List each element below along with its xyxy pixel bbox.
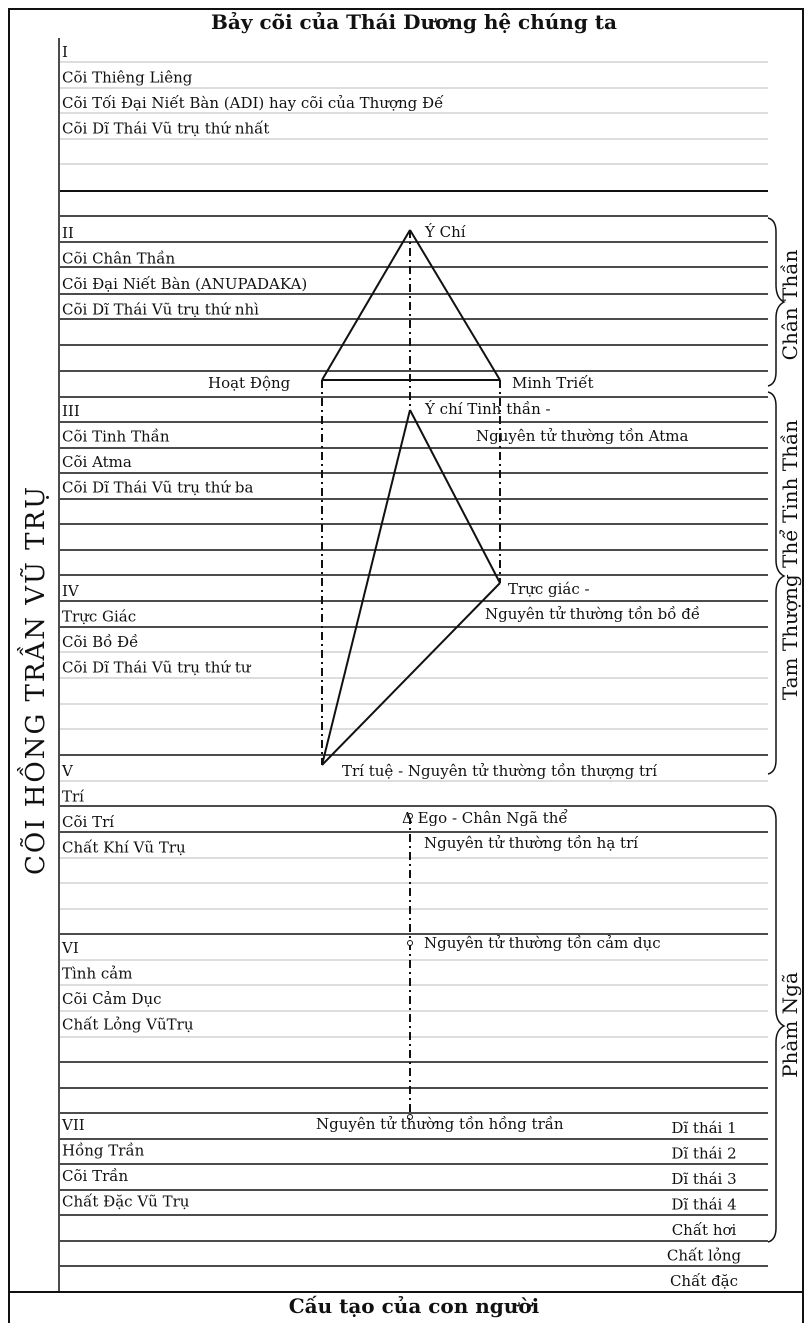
subplane-label-6: Chất đặc [669, 1272, 739, 1290]
plane-p3-line-0: III [62, 402, 80, 420]
spiritual-will-label: Ý chí Tinh thần - [425, 400, 551, 418]
wisdom-label: Minh Triết [512, 374, 594, 392]
atma-atom-label: Nguyên tử thường tồn Atma [476, 427, 689, 445]
plane-p3-line-2: Cõi Atma [62, 453, 132, 471]
plane-p1-line-2: Cõi Tối Đại Niết Bàn (ADI) hay cõi của Thượng Đế [62, 94, 444, 112]
plane-p1-line-0: I [62, 43, 68, 61]
plane-p4-line-2: Cõi Bồ Đề [62, 633, 139, 651]
plane-p2-line-3: Cõi Dĩ Thái Vũ trụ thứ nhì [62, 300, 259, 319]
plane-p5-line-0: V [62, 762, 73, 780]
left-side-label: CÕI HỒNG TRẦN VŨ TRỤ [21, 484, 51, 876]
plane-p2-line-1: Cõi Chân Thần [62, 249, 176, 268]
intuition-label: Trực giác - [508, 580, 590, 598]
plane-p5-line-1: Trí [62, 787, 84, 806]
buddhic-atom-label: Nguyên tử thường tồn bồ đề [485, 605, 701, 623]
subplane-label-0: Dĩ thái 1 [671, 1119, 737, 1137]
subplane-label-5: Chất lỏng [666, 1246, 742, 1265]
plane-p1-line-3: Cõi Dĩ Thái Vũ trụ thứ nhất [62, 119, 270, 138]
plane-p3-line-1: Cõi Tinh Thần [62, 427, 170, 446]
plane-p4-line-1: Trực Giác [62, 607, 137, 626]
subplane-label-2: Dĩ thái 3 [671, 1170, 737, 1188]
triad-triangle [322, 410, 500, 765]
plane-p2-line-2: Cõi Đại Niết Bàn (ANUPADAKA) [62, 275, 308, 293]
subplane-label-1: Dĩ thái 2 [671, 1144, 737, 1163]
plane-p7-line-3: Chất Đặc Vũ Trụ [62, 1192, 190, 1211]
plane-p2-line-0: II [62, 224, 74, 242]
personality-brace [768, 806, 784, 1242]
plane-p5-line-2: Cõi Trí [62, 813, 115, 831]
plane-p7-line-1: Hồng Trần [62, 1141, 145, 1160]
astral-atom-dot [408, 941, 413, 946]
will-label: Ý Chí [425, 223, 466, 241]
mental-atom-upper-label: Trí tuệ - Nguyên tử thường tồn thượng trí [342, 762, 657, 780]
plane-p4-line-0: IV [62, 582, 79, 600]
plane-p4-line-3: Cõi Dĩ Thái Vũ trụ thứ tư [62, 658, 251, 677]
plane-p7-line-0: VII [62, 1116, 85, 1134]
spiritual-triad-label: Tam Thượng Thể Tinh Thần [778, 419, 802, 701]
astral-atom-label: Nguyên tử thường tồn cảm dục [424, 934, 661, 952]
plane-p6-line-1: Tình cảm [62, 964, 133, 983]
subplane-label-3: Dĩ thái 4 [671, 1195, 737, 1214]
lower-mind-atom-label: Nguyên tử thường tồn hạ trí [424, 834, 639, 852]
plane-p7-line-2: Cõi Trần [62, 1167, 129, 1185]
plane-p5-line-3: Chất Khí Vũ Trụ [62, 838, 186, 857]
physical-atom-label: Nguyên tử thường tồn hồng trần [316, 1115, 564, 1133]
plane-p3-line-3: Cõi Dĩ Thái Vũ trụ thứ ba [62, 478, 254, 497]
plane-p6-line-3: Chất Lỏng VũTrụ [62, 1015, 194, 1034]
activity-label: Hoạt Động [208, 374, 291, 392]
ego-label: Δ Ego - Chân Ngã thể [402, 809, 568, 827]
personality-label: Phàm Ngã [778, 972, 802, 1078]
plane-p1-line-1: Cõi Thiêng Liêng [62, 68, 193, 87]
subplane-label-4: Chất hơi [671, 1221, 737, 1239]
plane-p6-line-0: VI [62, 939, 79, 957]
plane-p6-line-2: Cõi Cảm Dục [62, 990, 162, 1008]
subplane-labels [667, 1119, 742, 1290]
diagram-footer: Cấu tạo của con người [288, 1294, 540, 1318]
diagram-title: Bảy cõi của Thái Dương hệ chúng ta [211, 10, 617, 34]
monad-label: Chân Thần [778, 249, 802, 361]
